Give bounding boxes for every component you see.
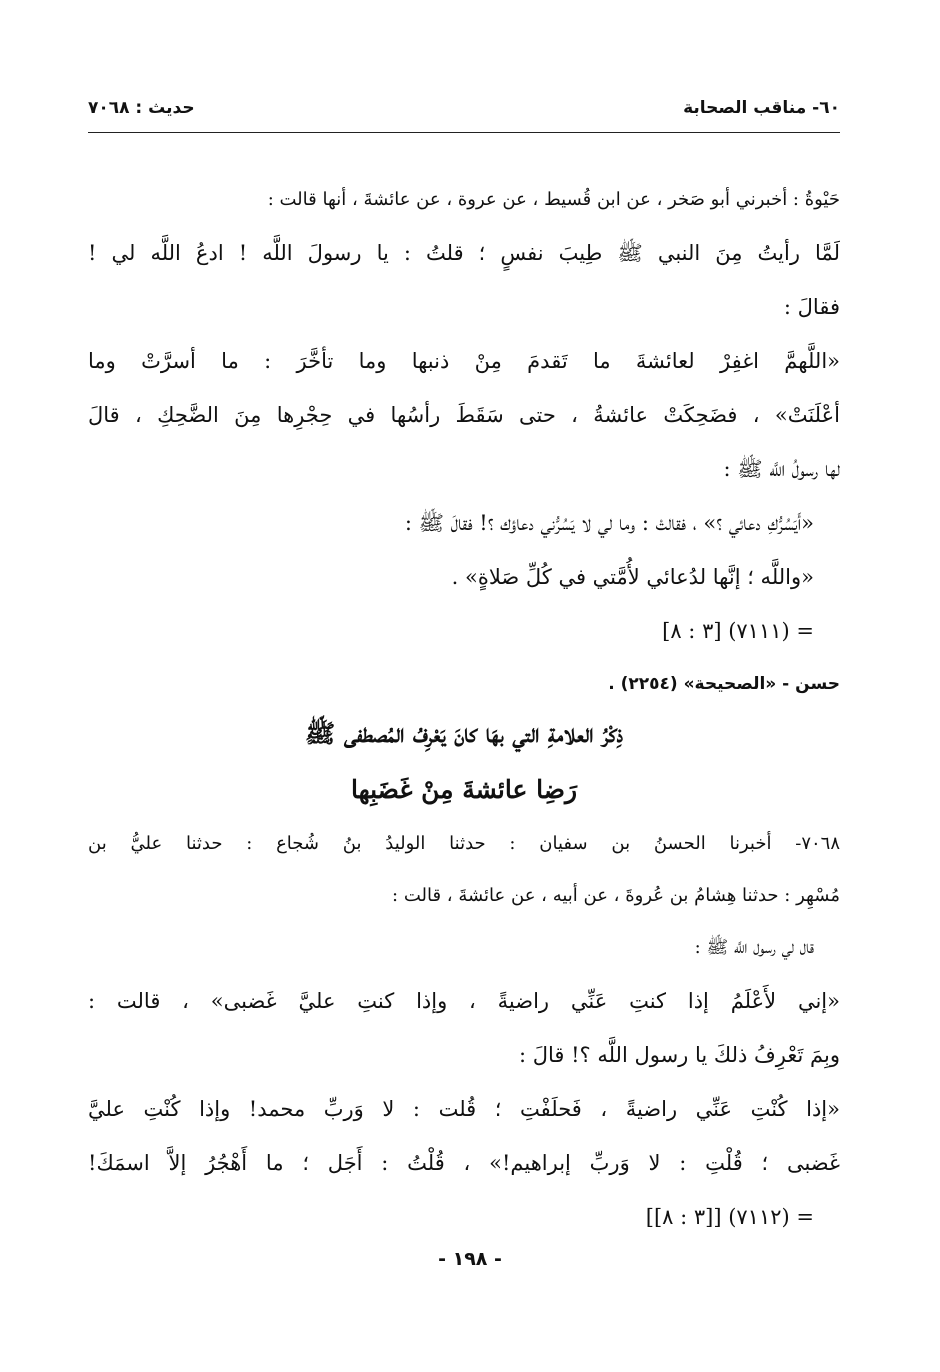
hadith-7067-line-2: فقالَ :: [783, 295, 840, 319]
chapter-title: ٦٠- مناقب الصحابة: [683, 98, 840, 118]
page-number: - ١٩٨ -: [438, 1248, 502, 1270]
hadith-7068-line-5: غَضبى ؛ قُلْتِ : لا وَربِّ إبراهيم!» ، قُلْتُ : أَجَل ؛ ما أَهْجُرُ إلاَّ اسمَكَ!: [88, 1151, 840, 1175]
hadith-7067-line-1: لَمَّا رأيتُ مِنَ النبي ﷺ طِيبَ نفسٍ ؛ قلتُ : يا رسولَ اللَّه ! ادعُ اللَّه لي !: [88, 241, 840, 265]
hadith-7067-grade: حسن - «الصحيحة» (٢٢٥٤) .: [608, 674, 840, 694]
hadith-7067-line-7: «واللَّه ؛ إنَّها لدُعائي لأُمَّتي في كُلِّ صَلاةٍ» .: [451, 565, 814, 589]
hadith-reference: حديث : ٧٠٦٨: [88, 98, 195, 118]
hadith-7068-line-2: «إني لأَعْلَمُ إذا كنتِ عَنِّي راضيةً ، وإذا كنتِ عليَّ غَضبى» ، قالت :: [88, 989, 840, 1013]
hadith-7068-line-3: وبِمَ تَعْرِفُ ذلكَ يا رسول اللَّه ؟! قالَ :: [518, 1043, 840, 1067]
hadith-7067-line-5: لها رسولُ اللَّه ﷺ :: [723, 457, 840, 481]
page-body: [88, 174, 840, 1244]
hadith-7068-isnad-2: مُسْهِر : حدثنا هِشامُ بن عُروةَ ، عن أبيه ، عن عائشةَ ، قالت :: [392, 885, 840, 906]
hadith-7067-line-3: «اللَّهمَّ اغفِرْ لعائشةَ ما تَقدمَ مِنْ ذنبها وما تأخَّرَ : ما أسرَّتْ وما: [88, 349, 840, 373]
hadith-7068-line-4: «إذا كُنْتِ عَنِّي راضيةً ، فَحلَفْتِ ؛ قُلت : لا وَربِّ محمد! وإذا كُنْتِ عليَّ: [88, 1097, 840, 1121]
hadith-7067-line-4: أعْلَنَتْ» ، فضَحِكَتْ عائشةُ ، حتى سَقَطَ رأسُها في حِجْرِها مِنَ الضَّحِكِ ، قالَ: [88, 403, 840, 427]
hadith-7067-cross-reference: = (٧١١١) [٣ : ٨]: [662, 619, 814, 643]
chapter-heading-line-2: رَضِا عائشةَ مِنْ غَضَبِها: [350, 775, 578, 804]
hadith-7067-isnad: حَيْوةُ : أخبرني أبو صَخر ، عن ابن قُسيط ، عن عروة ، عن عائشةَ ، أنها قالت :: [267, 189, 840, 210]
chapter-heading-line-1: ذِكْرُ العلامةِ التي بهَا كانَ يَعْرِفُ المُصطفى ﷺ: [305, 719, 623, 748]
hadith-7068-cross-reference: = (٧١١٢) [[٣ : ٨]]: [645, 1205, 814, 1229]
hadith-7067-line-6: «أَيَسُرُّكِ دعائي ؟» ، فقالتْ : وما لي لا يَسُرُّني دعاؤك ؟! فقالَ ﷺ :: [404, 511, 814, 535]
header-divider: [88, 132, 840, 133]
hadith-7068-line-1: قال لي رسول اللَّه ﷺ :: [694, 937, 814, 958]
hadith-7068-isnad-1: ٧٠٦٨- أخبرنا الحسنُ بن سفيان : حدثنا الوليدُ بنُ شُجاع : حدثنا عليُّ بن: [88, 833, 840, 854]
running-header: [88, 92, 840, 126]
